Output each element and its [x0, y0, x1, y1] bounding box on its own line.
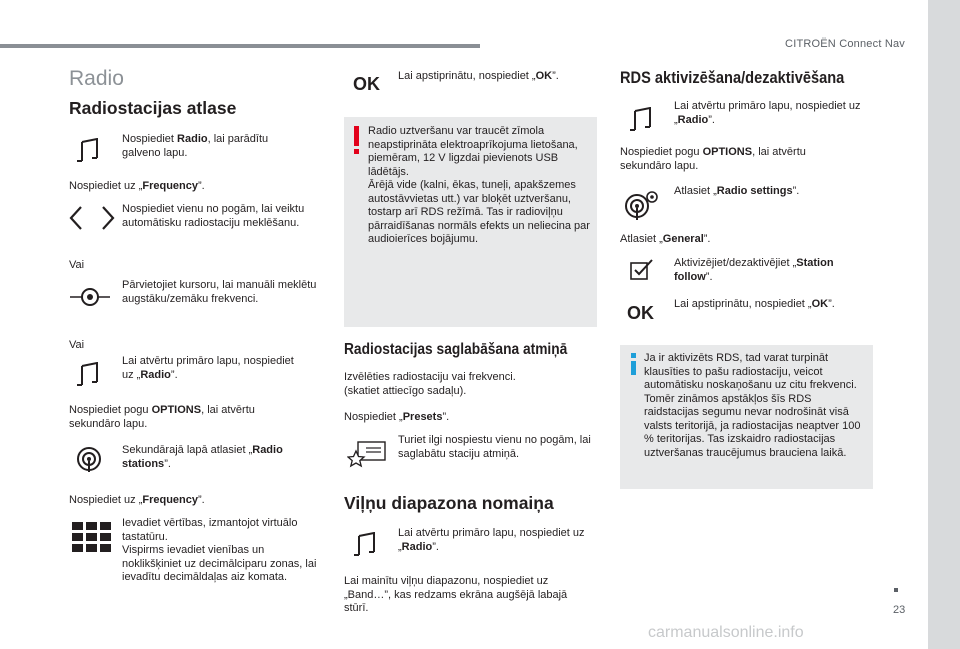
section-title-rds: RDS aktivizēšana/dezaktivēšana	[620, 68, 845, 87]
info-text: Ja ir aktivizēts RDS, tad varat turpināt klausīties to pašu radiostaciju, veicot automātisku noskaņošanu uz citu frekvenci. Tomēr zināmos apstākļos šīs RDS raidstacijas segumu nevar nodrošināt visā valsts teritorijā, ja radiostacijas neaptver 100 % teritorijas. Tas izskaidro radiostacijas uztveršanas traucējumus brauciena laikā.	[644, 352, 861, 459]
text-select-general: Atlasiet „General”.	[620, 233, 711, 245]
info-bar	[631, 361, 636, 375]
radio-signal-icon	[76, 446, 102, 472]
music-note-icon	[629, 107, 653, 133]
section-title-save-preset: Radiostacijas saglabāšana atmiņā	[344, 341, 568, 358]
info-dot	[631, 353, 636, 358]
step-radio-stations: Sekundārajā lapā atlasiet „Radio stations”.	[122, 444, 283, 470]
radio-settings-icon	[624, 189, 660, 221]
header-rule	[0, 44, 480, 48]
section-title-radiostation-select: Radiostacijas atlase	[69, 98, 237, 118]
warning-text: Radio uztveršanu var traucēt zīmola neapstiprināta elektroaprīkojuma lietošana, piemēram, 12 V ligzdai pievienots USB lādētājs. Ārējā vide (kalni, ēkas, tuneļi, apakšzemes autostāvvietas utt.) var bloķēt uztveršanu, tostarp arī RDS režīmā. Tas ir radioviļņu pārraidīšanas normāls efekts un neliecina par audioierīces bojājumu.	[368, 125, 590, 245]
music-note-icon	[76, 138, 100, 164]
step-confirm-ok: Lai apstiprinātu, nospiediet „OK”.	[398, 70, 559, 82]
step-auto-search: Nospiediet vienu no pogām, lai veiktu automātisku radiostaciju meklēšanu.	[122, 203, 305, 229]
text-press-options: Nospiediet pogu OPTIONS, lai atvērtu sekundāro lapu.	[69, 404, 255, 430]
section-heading: Radio	[69, 67, 124, 90]
music-note-icon	[353, 532, 377, 558]
keypad-icon	[72, 522, 112, 552]
step-radio-settings: Atlasiet „Radio settings”.	[674, 185, 800, 197]
page-marker	[894, 588, 898, 592]
page-number: 23	[893, 604, 906, 616]
text-select-station: Izvēlēties radiostaciju vai frekvenci. (skatiet attiecīgo sadaļu).	[344, 371, 516, 397]
step-virtual-keyboard: Ievadiet vērtības, izmantojot virtuālo tastatūru. Vispirms ievadiet vienības un noklikšķiniet uz decimālciparu zonas, lai ievadītu decimāldaļas aiz komata.	[122, 517, 317, 583]
header-brand: CITROËN Connect Nav	[785, 38, 905, 50]
step-confirm-ok-rds: Lai apstiprinātu, nospiediet „OK”.	[674, 298, 835, 310]
info-box	[620, 345, 873, 489]
text-band-change: Lai mainītu viļņu diapazonu, nospiediet uz „Band…”, kas redzams ekrāna augšējā labajā stūrī.	[344, 575, 568, 614]
text-press-presets: Nospiediet „Presets”.	[344, 411, 450, 423]
warning-bar	[354, 126, 359, 146]
step-long-press: Turiet ilgi nospiestu vienu no pogām, lai saglabātu staciju atmiņā.	[398, 434, 591, 460]
preset-star-icon	[347, 441, 387, 469]
text-press-frequency-2: Nospiediet uz „Frequency”.	[69, 494, 205, 506]
ok-icon: OK	[627, 303, 654, 323]
page-side-strip	[928, 0, 960, 649]
step-open-primary-rds: Lai atvērtu primāro lapu, nospiediet uz „Radio”.	[674, 100, 861, 126]
text-press-frequency: Nospiediet uz „Frequency”.	[69, 180, 205, 192]
section-title-band-change: Viļņu diapazona nomaiņa	[344, 493, 554, 513]
watermark: carmanualsonline.info	[648, 624, 804, 641]
step-station-follow: Aktivizējiet/dezaktivējiet „Station follow”.	[674, 257, 834, 283]
step-manual-search: Pārvietojiet kursoru, lai manuāli meklētu augstāku/zemāku frekvenci.	[122, 279, 317, 305]
music-note-icon	[76, 362, 100, 388]
frequency-cursor-icon	[70, 287, 110, 307]
warning-box	[344, 117, 597, 327]
step-open-primary-band: Lai atvērtu primāro lapu, nospiediet uz „Radio”.	[398, 527, 585, 553]
text-or-1: Vai	[69, 259, 85, 271]
step-open-primary: Lai atvērtu primāro lapu, nospiediet uz „Radio”.	[122, 355, 294, 381]
text-press-options-rds: Nospiediet pogu OPTIONS, lai atvērtu sekundāro lapu.	[620, 146, 806, 172]
warning-dot	[354, 149, 359, 154]
checkbox-icon	[630, 258, 654, 280]
text-or-2: Vai	[69, 339, 85, 351]
step-press-radio: Nospiediet Radio, lai parādītu galveno lapu.	[122, 133, 269, 159]
ok-icon: OK	[353, 74, 380, 94]
chevron-left-right-icon	[69, 206, 115, 230]
